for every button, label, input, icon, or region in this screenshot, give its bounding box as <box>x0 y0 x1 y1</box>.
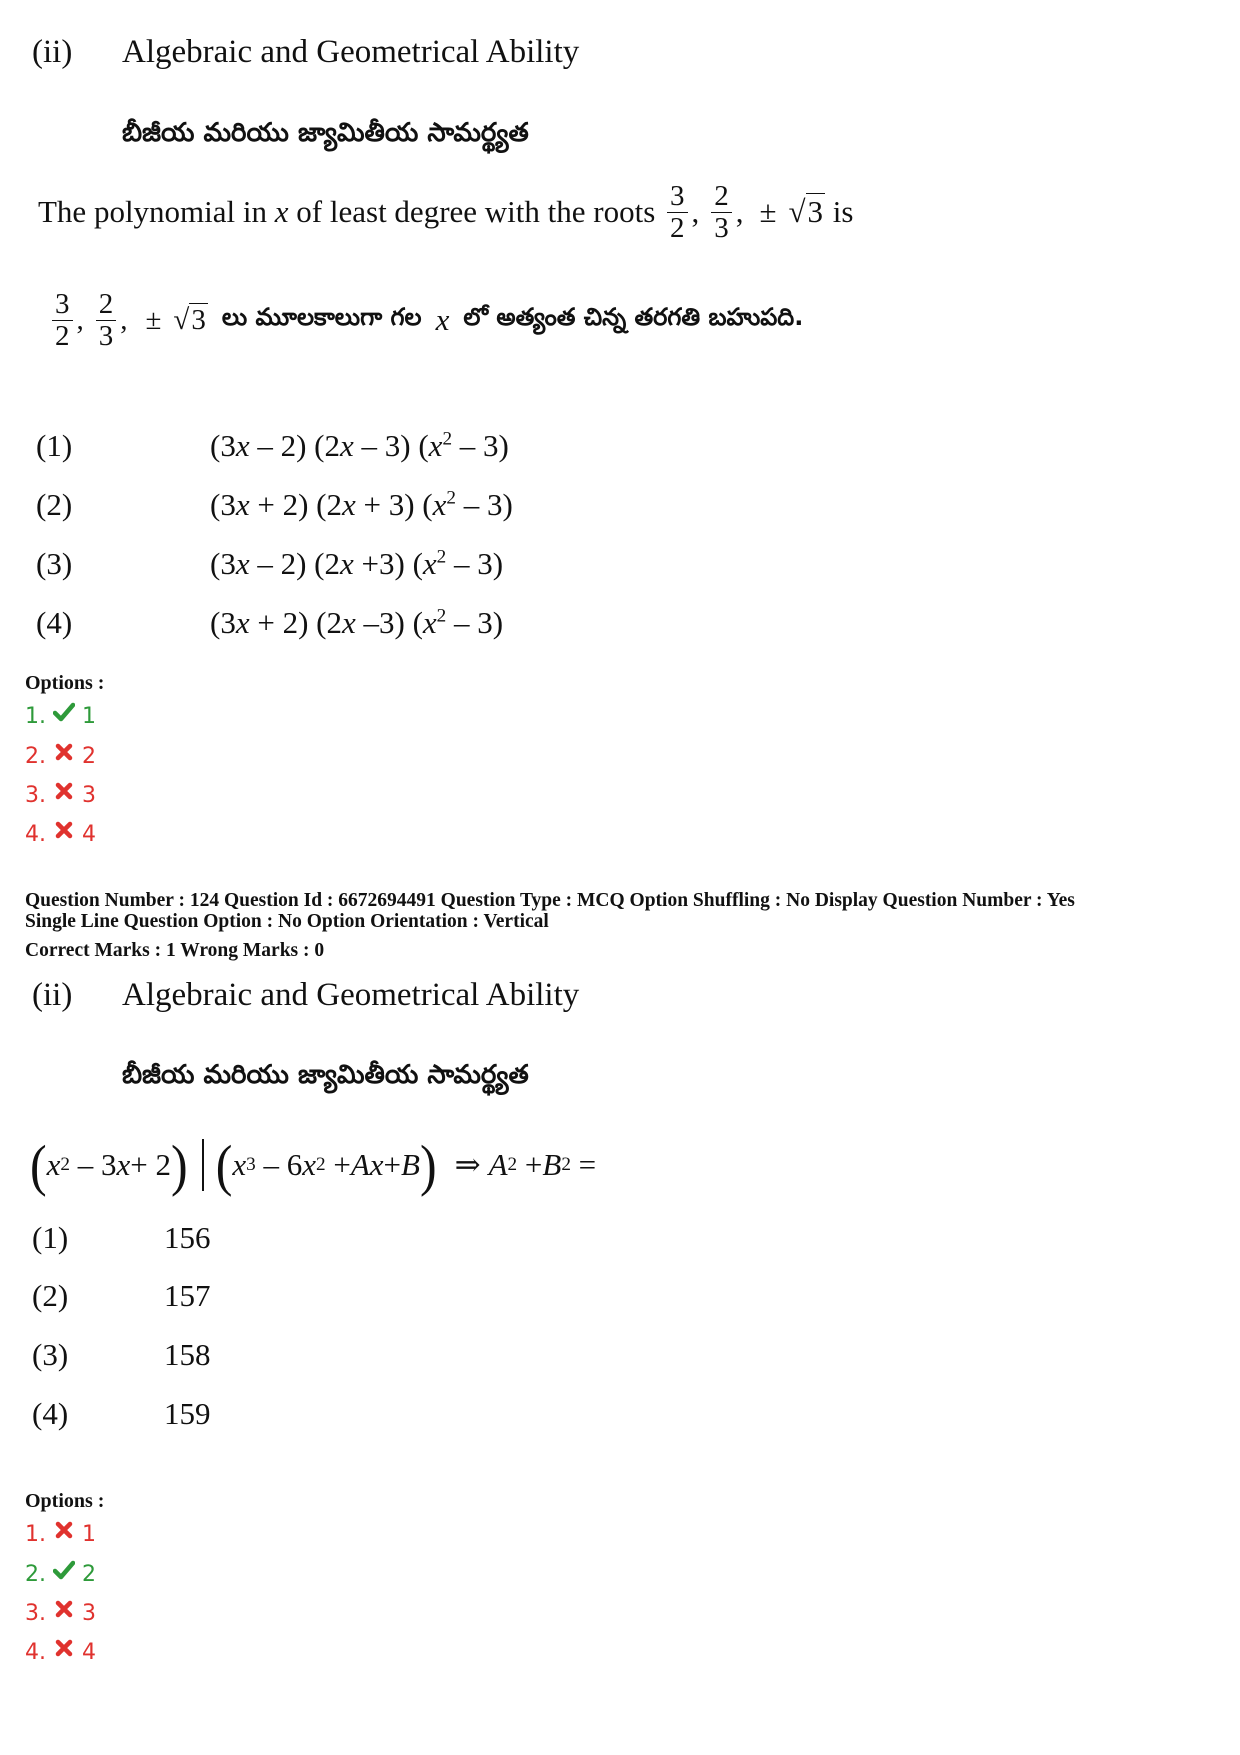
section-title: Algebraic and Geometrical Ability <box>122 977 580 1013</box>
meta-line: Correct Marks : 1 Wrong Marks : 0 <box>25 940 325 961</box>
section-heading <box>32 34 732 78</box>
answer-choice: (1) 156 <box>32 1220 211 1255</box>
cross-icon <box>53 1598 75 1620</box>
cross-icon <box>53 1637 75 1659</box>
section-number: (ii) <box>32 34 73 70</box>
plus-minus: ± <box>145 303 162 336</box>
option-item: 2. 2 <box>25 1562 96 1587</box>
plus-minus: ± <box>759 194 777 229</box>
answer-choice: (2) (3x + 2) (2x + 3) $(x^2 - 3)$ <box>36 487 513 522</box>
question-equation: ( x 2 – 3 x + 2 ) ( x 3 – 6 x 2 + Ax + B ) ⇒ A 2 + B 2 = <box>30 1132 597 1198</box>
question-text-telugu: $\frac{3}{2}$ , $\frac{2}{3}$ , ± √3 లు మూలకాలుగా గల x లో అత్యంత చిన్న తరగతి బహుపది. <box>48 280 803 360</box>
answer-choice: (4) (3x + 2) (2x –3) $(x^2 - 3)$ <box>36 605 504 640</box>
root-fraction-1: $\frac{3}{2}$ <box>52 289 73 351</box>
option-item: 2. 2 <box>25 744 96 769</box>
option-item: 4. 4 <box>25 1640 96 1665</box>
check-icon <box>53 1559 75 1581</box>
answer-choice: (2) 157 <box>32 1278 211 1313</box>
option-item: 3. 3 <box>25 1601 96 1626</box>
cross-icon <box>53 741 75 763</box>
root-fraction-2: $\frac{2}{3}$ <box>96 289 117 351</box>
option-item: 1. 1 <box>25 1522 96 1547</box>
sqrt-expression: √3 <box>788 194 824 229</box>
cross-icon <box>53 780 75 802</box>
check-icon <box>53 701 75 723</box>
section-title-telugu: బీజీయ మరియు జ్యామితీయ సామర్థ్యత <box>122 1060 529 1090</box>
options-label: Options : <box>25 672 105 694</box>
option-item: 4. 4 <box>25 822 96 847</box>
answer-choice: (1) (3x – 2) (2x – 3) $(x^2 - 3)$ <box>36 428 509 463</box>
section-number: (ii) <box>32 977 73 1013</box>
meta-line: Single Line Question Option : No Option Orientation : Vertical <box>25 911 549 932</box>
meta-line: Question Number : 124 Question Id : 6672694491 Question Type : MCQ Option Shuffling : No Display Question Number : Yes <box>25 890 1075 911</box>
divides-bar <box>202 1139 204 1191</box>
question-meta <box>25 890 1075 961</box>
question-text: The polynomial in x of least degree with the roots $\frac{3}{2}$ , $\frac{2}{3}$ , ± √3 is <box>38 180 854 244</box>
option-item: 3. 3 <box>25 783 96 808</box>
root-fraction-1: $\frac{3}{2}$ <box>667 181 688 243</box>
option-item: 1. 1 <box>25 704 96 729</box>
cross-icon <box>53 1519 75 1541</box>
section-title-telugu: బీజీయ మరియు జ్యామితీయ సామర్థ్యత <box>122 118 529 148</box>
answer-choice: (3) (3x – 2) (2x +3) $(x^2 - 3)$ <box>36 546 504 581</box>
section-title: Algebraic and Geometrical Ability <box>122 34 580 70</box>
answer-choice: (4) 159 <box>32 1396 211 1431</box>
section-heading <box>32 977 732 1021</box>
answer-choice: (3) 158 <box>32 1337 211 1372</box>
root-fraction-2: $\frac{2}{3}$ <box>711 181 732 243</box>
cross-icon <box>53 819 75 841</box>
sqrt-expression: √3 <box>173 303 206 336</box>
options-label: Options : <box>25 1490 105 1512</box>
